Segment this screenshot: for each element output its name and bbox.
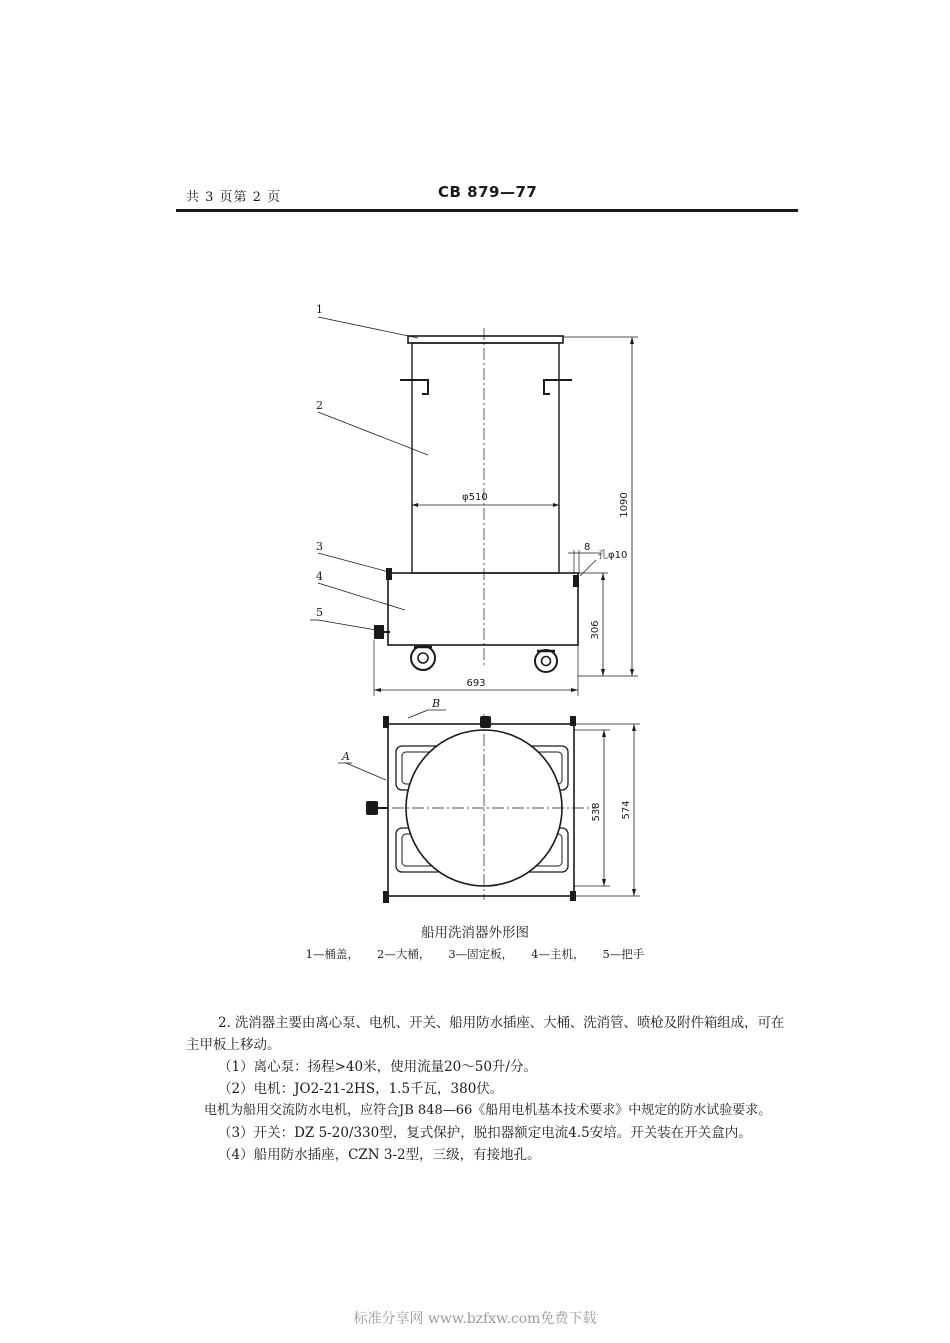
paragraph: 2. 洗消器主要由离心泵、电机、开关、船用防水插座、大桶、洗消管、喷枪及附件箱组成，可在 <box>218 1015 785 1031</box>
paragraph: （1）离心泵：扬程>40米，使用流量20～50升/分。 <box>218 1059 537 1075</box>
bucket-handle-right <box>544 380 572 394</box>
dim-base-height: 306 <box>590 620 601 640</box>
side-handle <box>374 625 384 639</box>
footer-watermark: 标准分享网 www.bzfxw.com免费下载 <box>353 1311 597 1327</box>
bucket-handle-left <box>400 380 428 394</box>
paragraph: （3）开关：DZ 5-20/330型，复式保护，脱扣器额定电流4.5安培。开关装在开关盒内。 <box>218 1125 752 1141</box>
legend-item: 3—固定板， <box>448 947 514 961</box>
paragraph: （2）电机：JO2-21-2HS，1.5千瓦，380伏。 <box>218 1081 504 1097</box>
dim-plan-outer: 574 <box>621 800 632 820</box>
plan-knob-top <box>480 716 491 728</box>
legend-item: 4—主机， <box>531 947 585 961</box>
body-text <box>186 1012 796 1166</box>
part-label-5: 5 <box>316 606 323 619</box>
dim-plan-inner: 538 <box>591 802 602 822</box>
view-label-a: A <box>342 750 350 763</box>
paragraph: 电机为船用交流防水电机，应符合JB 848—66《船用电机基本技术要求》中规定的防水试验要求。 <box>204 1103 772 1118</box>
view-label-b: B <box>432 697 441 710</box>
wheel-left <box>411 646 435 670</box>
bucket-lid <box>408 336 563 343</box>
part-label-3: 3 <box>316 540 323 553</box>
part-label-4: 4 <box>316 570 323 583</box>
figure-legend <box>0 946 950 962</box>
fixing-plate-left <box>386 568 392 580</box>
dim-height-total: 1090 <box>619 492 630 518</box>
legend-item: 5—把手 <box>602 947 645 961</box>
dim-hole: 孔φ10 <box>598 550 628 561</box>
dim-diameter: φ510 <box>462 492 488 503</box>
dim-hole-spacing: 8 <box>584 542 591 553</box>
fixing-plate-right <box>573 575 579 587</box>
standard-code: CB 879—77 <box>438 183 538 201</box>
part-label-1: 1 <box>316 303 323 316</box>
page-info: 共 3 页第 2 页 <box>186 190 282 205</box>
figure-title: 船用洗消器外形图 <box>421 925 529 941</box>
wheel-right <box>535 650 557 672</box>
bucket-body <box>412 343 559 573</box>
part-label-2: 2 <box>316 399 323 412</box>
dim-width: 693 <box>466 678 486 689</box>
legend-item: 1—桶盖， <box>305 947 359 961</box>
plan-side-handle <box>366 801 378 815</box>
legend-item: 2—大桶， <box>377 947 431 961</box>
paragraph: （4）船用防水插座，CZN 3-2型，三级，有接地孔。 <box>218 1147 541 1163</box>
paragraph: 主甲板上移动。 <box>186 1037 281 1053</box>
main-unit <box>388 573 578 645</box>
